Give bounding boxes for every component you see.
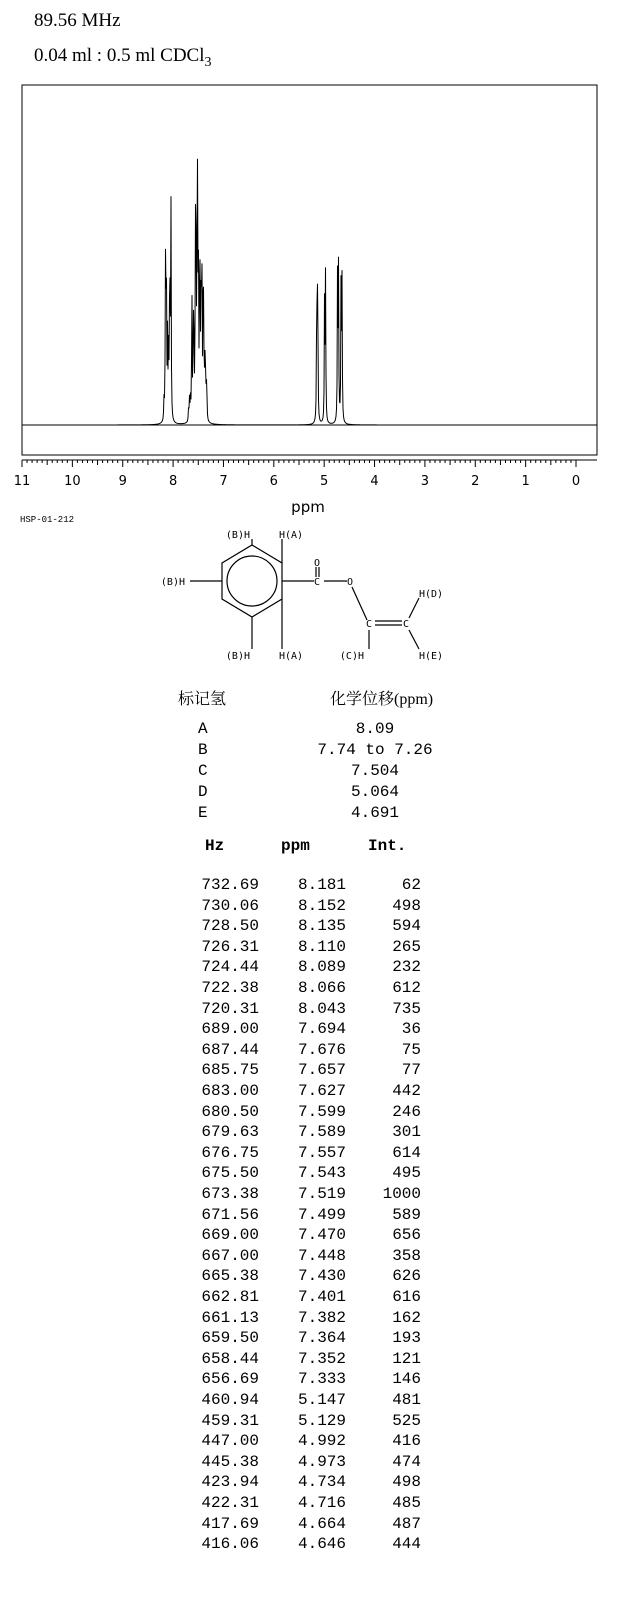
label-hb-bottom: (B)H (225, 651, 250, 662)
bond-o-vinyl (352, 587, 367, 620)
peak-int: 481 (392, 1391, 421, 1409)
peak-ppm: 5.147 (297, 1391, 346, 1409)
spectrum-code: HSP-01-212 (20, 515, 75, 525)
peak-int: 75 (401, 1040, 421, 1059)
x-tick-label: 11 (13, 474, 31, 489)
peak-ppm: 7.557 (297, 1143, 346, 1162)
peak-hz: 689.00 (201, 1020, 259, 1039)
peak-ppm: 8.089 (297, 958, 346, 977)
peak-int: 485 (392, 1494, 421, 1512)
label-ha-bottom: H(A) (279, 651, 304, 662)
peak-int: 265 (392, 937, 421, 956)
x-tick-label: 5 (320, 474, 329, 489)
peak-int: 612 (392, 979, 421, 997)
plot-frame (22, 85, 597, 455)
peak-int: 146 (392, 1370, 421, 1389)
peak-hz: 423.94 (201, 1473, 259, 1492)
solvent-info (34, 45, 212, 71)
peak-hz: 676.75 (201, 1143, 259, 1162)
peak-hz: 459.31 (201, 1411, 259, 1430)
peak-int: 358 (392, 1246, 421, 1265)
molecule-structure (140, 525, 480, 670)
x-tick-label: 6 (269, 474, 278, 489)
peak-ppm: 8.043 (297, 999, 346, 1018)
label-hc: (C)H (339, 651, 364, 662)
peak-header-hz: Hz (205, 837, 225, 855)
peak-hz: 662.81 (201, 1288, 259, 1306)
label-o-ester: O (346, 577, 354, 588)
peak-header-ppm: ppm (281, 837, 310, 855)
peak-int: 616 (392, 1288, 421, 1306)
peak-hz: 667.00 (201, 1246, 259, 1265)
solvent-subscript: 3 (204, 55, 212, 70)
peak-ppm: 7.430 (297, 1267, 346, 1286)
bond-he (409, 630, 419, 649)
peak-int: 232 (392, 958, 421, 977)
peak-hz: 671.56 (201, 1205, 259, 1224)
spectrometer-frequency: 89.56 MHz (34, 10, 121, 31)
peak-hz: 730.06 (201, 896, 259, 915)
peak-hz: 679.63 (201, 1123, 259, 1142)
x-tick-label: 4 (370, 474, 379, 489)
peak-ppm: 8.066 (297, 979, 346, 997)
x-tick-label: 9 (118, 474, 127, 489)
peak-hz: 732.69 (201, 876, 259, 894)
shift-row-label: B (198, 741, 208, 759)
shift-col-label: 标记氢 (178, 691, 227, 708)
peak-int: 735 (392, 999, 421, 1018)
peak-hz: 422.31 (201, 1494, 259, 1512)
peak-hz: 416.06 (201, 1535, 259, 1554)
peak-ppm: 7.382 (297, 1308, 346, 1327)
peak-ppm: 7.589 (297, 1123, 346, 1142)
solvent-text: 0.04 ml : 0.5 ml CDCl (34, 45, 205, 66)
peak-int: 474 (392, 1452, 421, 1471)
peak-int: 589 (392, 1205, 421, 1224)
x-tick-label: 0 (571, 474, 581, 489)
peak-hz: 687.44 (201, 1040, 259, 1059)
peak-int: 495 (392, 1164, 421, 1183)
peak-int: 62 (401, 876, 421, 894)
peak-int: 77 (401, 1061, 421, 1080)
peak-int: 121 (392, 1349, 421, 1368)
peak-int: 442 (392, 1082, 421, 1100)
peak-hz: 683.00 (201, 1082, 259, 1100)
peak-hz: 656.69 (201, 1370, 259, 1389)
peak-int: 487 (392, 1514, 421, 1533)
peak-ppm: 7.694 (297, 1020, 346, 1039)
peak-hz: 460.94 (201, 1391, 259, 1409)
label-c-vinyl-2: C (402, 619, 410, 630)
peak-ppm: 8.110 (297, 937, 346, 956)
peak-ppm: 4.716 (297, 1494, 346, 1512)
shift-row-value: 7.504 (350, 762, 399, 780)
shift-row-label: E (198, 804, 208, 822)
peak-hz: 658.44 (201, 1349, 259, 1368)
x-axis-ticks (14, 460, 580, 489)
peak-int: 416 (392, 1432, 421, 1451)
x-tick-label: 7 (219, 474, 228, 489)
peak-hz: 675.50 (201, 1164, 259, 1183)
peak-ppm: 7.401 (297, 1288, 346, 1306)
shift-row-value: 5.064 (350, 783, 399, 801)
peak-ppm: 8.181 (297, 876, 346, 894)
shift-col-shift: 化学位移(ppm) (330, 691, 434, 708)
peak-ppm: 4.734 (297, 1473, 346, 1492)
peak-hz: 722.38 (201, 979, 259, 997)
label-hb-top: (B)H (225, 530, 250, 541)
peak-int: 162 (392, 1308, 421, 1327)
peak-hz: 724.44 (201, 958, 259, 977)
peak-ppm: 8.135 (297, 917, 346, 936)
peak-int: 498 (392, 896, 421, 915)
peak-ppm: 5.129 (297, 1411, 346, 1430)
peak-int: 614 (392, 1143, 421, 1162)
peak-ppm: 4.992 (297, 1432, 346, 1451)
shift-row-label: C (198, 762, 208, 780)
peak-hz: 669.00 (201, 1226, 259, 1245)
x-tick-label: 1 (521, 474, 530, 489)
peak-int: 36 (401, 1020, 421, 1039)
peak-int: 301 (392, 1123, 421, 1142)
peak-int: 626 (392, 1267, 421, 1286)
shift-row-label: D (198, 783, 208, 801)
aromatic-circle (227, 556, 277, 606)
label-hb-left: (B)H (160, 577, 185, 588)
peak-ppm: 4.664 (297, 1514, 346, 1533)
peak-hz: 417.69 (201, 1514, 259, 1533)
peak-hz: 673.38 (201, 1185, 259, 1203)
label-o-carbonyl: O (313, 558, 321, 569)
spectrum-trace (22, 159, 597, 425)
peak-int: 444 (392, 1535, 421, 1554)
label-c-carbonyl: C (313, 577, 321, 588)
shift-row-label: A (198, 720, 208, 738)
peak-ppm: 8.152 (297, 896, 346, 915)
peak-ppm: 7.352 (297, 1349, 346, 1368)
peak-ppm: 7.333 (297, 1370, 346, 1389)
peak-hz: 680.50 (201, 1102, 259, 1121)
shift-row-value: 7.74 to 7.26 (317, 741, 433, 759)
peak-ppm: 7.657 (297, 1061, 346, 1080)
label-hd: H(D) (419, 589, 444, 600)
peak-int: 1000 (382, 1185, 421, 1203)
peak-int: 525 (392, 1411, 421, 1430)
peak-hz: 665.38 (201, 1267, 259, 1286)
x-tick-label: 8 (168, 474, 178, 489)
peak-hz: 447.00 (201, 1432, 259, 1451)
peak-hz: 726.31 (201, 937, 259, 956)
peak-ppm: 7.448 (297, 1246, 346, 1265)
peak-ppm: 7.519 (297, 1185, 346, 1203)
peak-hz: 728.50 (201, 917, 259, 936)
peak-ppm: 4.973 (297, 1452, 346, 1471)
bond-hd (409, 598, 419, 618)
peak-header-int: Int. (368, 837, 407, 855)
peak-hz: 659.50 (201, 1329, 259, 1348)
peak-ppm: 4.646 (297, 1535, 346, 1554)
peak-ppm: 7.470 (297, 1226, 346, 1245)
peak-hz: 685.75 (201, 1061, 259, 1080)
x-tick-label: 3 (420, 474, 430, 489)
x-axis-label: ppm (291, 498, 325, 516)
label-he: H(E) (419, 651, 444, 662)
label-ha-top: H(A) (279, 530, 304, 541)
label-c-vinyl-1: C (365, 619, 373, 630)
peak-hz: 661.13 (201, 1308, 259, 1327)
peak-ppm: 7.499 (297, 1205, 346, 1224)
peak-ppm: 7.543 (297, 1164, 346, 1183)
peak-int: 656 (392, 1226, 421, 1245)
peak-hz: 720.31 (201, 999, 259, 1018)
peak-ppm: 7.627 (297, 1082, 346, 1100)
x-tick-label: 10 (64, 474, 81, 489)
x-tick-label: 2 (471, 474, 480, 489)
peak-int: 246 (392, 1102, 421, 1121)
nmr-spectrum-chart (0, 80, 626, 520)
shift-row-value: 8.09 (355, 720, 395, 738)
peak-int: 193 (392, 1329, 421, 1348)
peak-hz: 445.38 (201, 1452, 259, 1471)
peak-int: 498 (392, 1473, 421, 1492)
peak-int: 594 (392, 917, 421, 936)
peak-ppm: 7.599 (297, 1102, 346, 1121)
peak-ppm: 7.676 (297, 1040, 346, 1059)
peak-ppm: 7.364 (297, 1329, 346, 1348)
shift-row-value: 4.691 (350, 804, 399, 822)
